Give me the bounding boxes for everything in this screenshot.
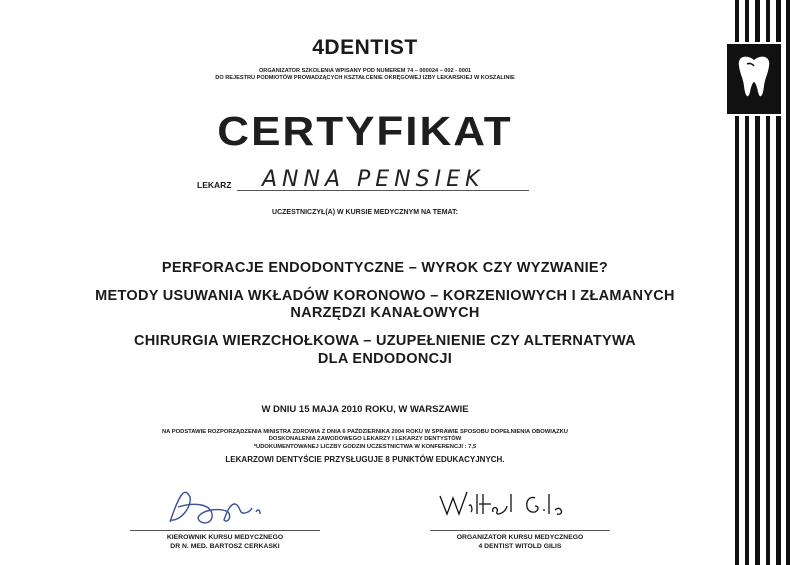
organizer-line-2: DO REJESTRU PODMIOTÓW PROWADZĄCYCH KSZTAŁCENIE OKRĘGOWEJ IZBY LEKARSKIEJ W KOSZALINIE [215,75,515,81]
points-line: LEKARZOWI DENTYŚCIE PRZYSŁUGUJE 8 PUNKTÓW EDUKACYJNYCH. [225,455,505,464]
stripe [786,0,790,565]
right-signatory [430,533,610,551]
legal-line-3: *UDOKUMENTOWANEJ LICZBY GODZIN UCZESTNICTWA W KONFERENCJI : 7,5 [253,444,477,450]
organizer-line-1: ORGANIZATOR SZKOLENIA WPISANY POD NUMEREM 74 – 000024 – 002 - 0001 [258,68,472,74]
topic-3-line-1: CHIRURGIA WIERZCHOŁKOWA – UZUPEŁNIENIE CZY ALTERNATYWA [134,333,636,349]
brand-name: 4DENTIST [312,36,418,59]
tooth-logo-icon [725,42,783,116]
legal-line-2: DOSKONALENIA ZAWODOWEGO LEKARZY I LEKARZY DENTYSTÓW [268,436,462,442]
right-signature-line [430,530,610,531]
topic-2-line-1: METODY USUWANIA WKŁADÓW KORONOWO – KORZENIOWYCH I ZŁAMANYCH [95,288,675,304]
left-signature-image [140,482,290,532]
recipient-name: ANNA PENSIEK [262,167,485,192]
topic-2-line-2: NARZĘDZI KANAŁOWYCH [290,305,480,321]
left-signatory [130,533,320,551]
certificate-title: CERTYFIKAT [217,109,513,155]
right-signatory-name: 4 DENTIST WITOLD GILIS [478,543,562,550]
left-signatory-title: KIEROWNIK KURSU MEDYCZNEGO [166,534,284,541]
left-signatory-name: DR N. MED. BARTOSZ CERKASKI [170,543,280,550]
left-signature-line [130,530,320,531]
recipient-label: LEKARZ [197,180,232,190]
recipient-underline [237,190,529,191]
participated-text: UCZESTNICZYŁ(A) W KURSIE MEDYCZNYM NA TEMAT: [272,209,458,216]
right-signature-image [435,484,595,524]
date-location: W DNIU 15 MAJA 2010 ROKU, W WARSZAWIE [261,404,469,415]
legal-line-1: NA PODSTAWIE ROZPORZĄDZENIA MINISTRA ZDROWIA Z DNIA 6 PAŹDZIERNIKA 2004 ROKU W SPRAWIE SPOSOBU DOPEŁNIENIA OBOWIĄZKU [161,429,568,435]
right-signatory-title: ORGANIZATOR KURSU MEDYCZNEGO [456,534,584,541]
topic-3-line-2: DLA ENDODONCJI [317,351,453,367]
topic-1: PERFORACJE ENDODONTYCZNE – WYROK CZY WYZWANIE? [161,260,609,276]
